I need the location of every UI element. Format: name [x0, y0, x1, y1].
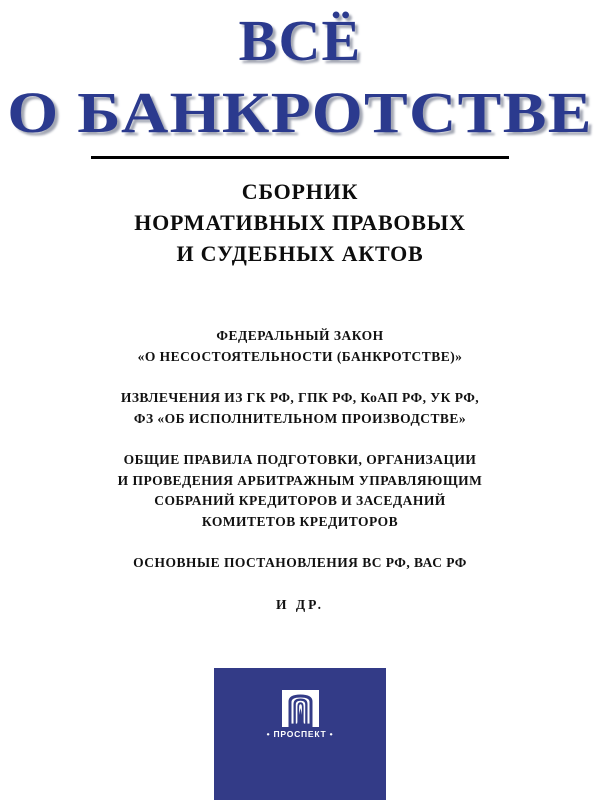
title-divider — [91, 156, 509, 159]
contents-line: «О НЕСОСТОЯТЕЛЬНОСТИ (БАНКРОТСТВЕ)» — [137, 348, 463, 364]
subtitle-line-1: СБОРНИК — [241, 179, 359, 204]
cover-subtitle — [0, 176, 600, 270]
archway-portal-icon — [282, 690, 319, 727]
subtitle-line-2: НОРМАТИВНЫХ ПРАВОВЫХ — [134, 210, 466, 236]
publisher-logo-panel — [214, 668, 386, 800]
contents-line: КОМИТЕТОВ КРЕДИТОРОВ — [201, 513, 399, 529]
publisher-name: • ПРОСПЕКТ • — [266, 729, 334, 739]
contents-line: ОСНОВНЫЕ ПОСТАНОВЛЕНИЯ ВС РФ, ВАС РФ — [133, 555, 467, 571]
cover-title — [0, 8, 600, 145]
contents-line: И ДР. — [276, 596, 324, 612]
contents-group — [0, 553, 600, 574]
title-line-2: О БАНКРОТСТВЕ — [7, 80, 593, 145]
contents-group — [0, 450, 600, 532]
contents-group — [0, 595, 600, 616]
title-line-1: ВСЁ — [238, 8, 362, 73]
cover-contents-list — [0, 326, 600, 615]
contents-line: ФЗ «ОБ ИСПОЛНИТЕЛЬНОМ ПРОИЗВОДСТВЕ» — [133, 410, 467, 426]
contents-line: ИЗВЛЕЧЕНИЯ ИЗ ГК РФ, ГПК РФ, КоАП РФ, УК РФ, — [120, 390, 480, 406]
contents-group — [0, 388, 600, 429]
contents-line: ОБЩИЕ ПРАВИЛА ПОДГОТОВКИ, ОРГАНИЗАЦИИ — [123, 452, 477, 468]
contents-line: СОБРАНИЙ КРЕДИТОРОВ И ЗАСЕДАНИЙ — [154, 493, 446, 509]
contents-line: И ПРОВЕДЕНИЯ АРБИТРАЖНЫМ УПРАВЛЯЮЩИМ — [117, 472, 483, 488]
contents-group — [0, 326, 600, 367]
subtitle-line-3: И СУДЕБНЫХ АКТОВ — [176, 241, 424, 267]
contents-line: ФЕДЕРАЛЬНЫЙ ЗАКОН — [216, 328, 384, 343]
